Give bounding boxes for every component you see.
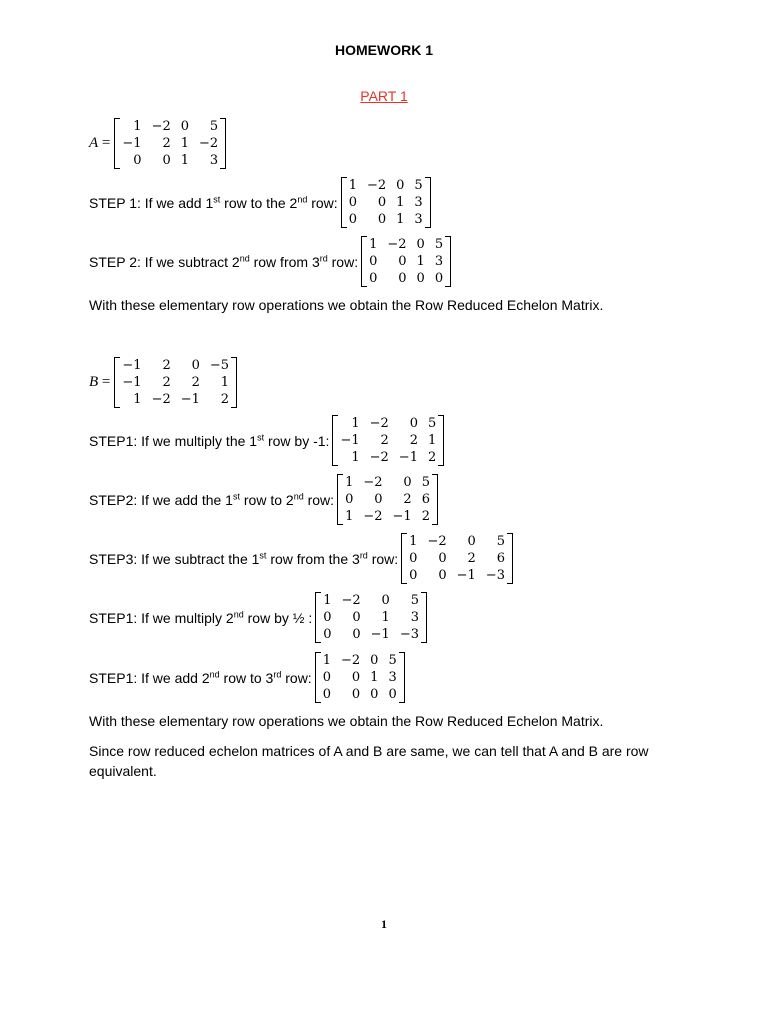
part-heading: PART 1 [360, 88, 408, 104]
matrix-cell: 2 [380, 433, 389, 448]
matrix-cell: 1 [351, 450, 360, 465]
matrix-cell: 0 [416, 271, 425, 286]
matrix-cell: −2 [363, 509, 383, 524]
matrix-cell: 1 [322, 653, 331, 668]
matrix-cell: −2 [340, 653, 361, 668]
matrix-right-bracket [421, 592, 427, 643]
conclusion-b: With these elementary row operations we obtain the Row Reduced Echelon Matrix. [89, 713, 604, 729]
matrix-cell: −1 [398, 450, 418, 465]
matrix-cell: −2 [199, 136, 219, 151]
step-b-5-text: STEP1: If we add 2nd row to 3rd row: [89, 668, 312, 686]
matrix-cell: 0 [323, 610, 332, 625]
matrix-cell: 2 [403, 492, 412, 507]
step-b-4-text: STEP1: If we multiply 2nd row by ½ : [89, 608, 313, 626]
matrix-cell: 1 [369, 237, 378, 252]
step-a-1-text: STEP 1: If we add 1st row to the 2nd row: [89, 193, 338, 211]
matrix-right-bracket [425, 177, 431, 228]
matrix-cell: 2 [220, 392, 230, 407]
matrix-cell: 0 [369, 254, 378, 269]
matrix-cell: −2 [151, 119, 171, 134]
matrix-cell: 2 [162, 136, 171, 151]
matrix-cell: 5 [421, 475, 430, 490]
matrix-cell: 1 [133, 119, 142, 134]
matrix-cell: −2 [369, 416, 389, 431]
matrix-cell: 1 [396, 195, 405, 210]
matrix-cell: 1 [133, 392, 142, 407]
matrix-cell: −2 [151, 392, 171, 407]
step-b-1 [89, 415, 444, 466]
step-b-1-matrix [332, 415, 444, 466]
matrix-cell: 0 [162, 153, 171, 168]
matrix-cell: −1 [122, 136, 142, 151]
matrix-cell: 0 [370, 653, 379, 668]
matrix-a-label: A = [89, 135, 111, 151]
step-b-2 [89, 474, 438, 525]
matrix-cell: 0 [348, 212, 357, 227]
matrix-b-label: B = [89, 374, 111, 390]
matrix-cell: −2 [387, 237, 407, 252]
matrix-cell: 0 [396, 178, 405, 193]
final-statement: Since row reduced echelon matrices of A and B are same, we can tell that A and B are row equivalent. [89, 743, 649, 779]
matrix-cell: 5 [496, 534, 505, 549]
matrix-cell: 3 [434, 254, 444, 269]
matrix-cell: 0 [416, 237, 425, 252]
matrix-cell: 1 [381, 610, 390, 625]
matrix-cell: −3 [485, 568, 505, 583]
matrix-cell: 6 [496, 551, 505, 566]
matrix-cell: 1 [345, 509, 354, 524]
matrix-cell: 0 [369, 271, 378, 286]
matrix-cell: 0 [133, 153, 142, 168]
matrix-cell: 1 [370, 670, 379, 685]
matrix-cell: 3 [410, 610, 419, 625]
matrix-right-bracket [445, 236, 451, 287]
matrix-cell: −1 [122, 375, 142, 390]
step-b-1-text: STEP1: If we multiply the 1st row by -1: [89, 431, 330, 449]
matrix-b [114, 357, 237, 408]
matrix-cell: 3 [414, 212, 423, 227]
matrix-cell: −2 [341, 593, 361, 608]
matrix-cell: 3 [388, 670, 397, 685]
step-b-2-text: STEP2: If we add the 1st row to 2nd row: [89, 490, 335, 508]
matrix-cell: 3 [209, 153, 219, 168]
matrix-cell: −2 [363, 475, 383, 490]
matrix-cell: 0 [403, 475, 412, 490]
matrix-cell: −1 [456, 568, 476, 583]
matrix-cell: 5 [414, 178, 423, 193]
step-a-2-text: STEP 2: If we subtract 2nd row from 3rd row: [89, 252, 359, 270]
matrix-cell: 0 [377, 212, 387, 227]
matrix-cell: 1 [416, 254, 425, 269]
matrix-cell: −1 [340, 433, 360, 448]
matrix-cell: −2 [369, 450, 389, 465]
matrix-cell: 0 [370, 687, 379, 702]
conclusion-a: With these elementary row operations we obtain the Row Reduced Echelon Matrix. [89, 297, 604, 313]
matrix-cell: −1 [392, 509, 412, 524]
matrix-cell: 0 [351, 687, 361, 702]
matrix-cell: 0 [438, 568, 447, 583]
step-a-2 [89, 236, 451, 287]
matrix-cell: 0 [323, 627, 332, 642]
step-b-5-matrix [315, 652, 405, 703]
matrix-cell: 0 [438, 551, 447, 566]
matrix-b-definition [89, 357, 237, 408]
matrix-cell: 0 [191, 358, 200, 373]
matrix-cell: 0 [398, 254, 407, 269]
matrix-a-definition [89, 118, 226, 169]
matrix-right-bracket [432, 474, 438, 525]
matrix-cell: 1 [427, 433, 437, 448]
matrix-cell: −2 [366, 178, 387, 193]
matrix-cell: 5 [209, 119, 219, 134]
matrix-cell: 6 [421, 492, 430, 507]
matrix-right-bracket [399, 652, 405, 703]
matrix-cell: 0 [351, 670, 361, 685]
matrix-cell: 2 [409, 433, 418, 448]
matrix-right-bracket [231, 357, 237, 408]
matrix-cell: 2 [421, 509, 430, 524]
matrix-cell: 0 [352, 610, 361, 625]
matrix-a [114, 118, 226, 169]
matrix-cell: 1 [409, 534, 418, 549]
matrix-cell: 0 [434, 271, 444, 286]
matrix-cell: 1 [348, 178, 357, 193]
matrix-cell: 0 [348, 195, 357, 210]
matrix-cell: 0 [374, 492, 383, 507]
matrix-cell: 3 [414, 195, 423, 210]
matrix-cell: 2 [427, 450, 437, 465]
step-b-4-matrix [315, 592, 427, 643]
document-title: HOMEWORK 1 [335, 42, 433, 58]
matrix-cell: 0 [180, 119, 190, 134]
matrix-cell: 1 [220, 375, 230, 390]
matrix-cell: 2 [162, 358, 171, 373]
page-number: 1 [381, 917, 387, 931]
matrix-cell: 0 [377, 195, 387, 210]
matrix-cell: −1 [370, 627, 390, 642]
matrix-cell: 0 [398, 271, 407, 286]
matrix-cell: 0 [345, 492, 354, 507]
step-b-3 [89, 533, 513, 584]
matrix-cell: 1 [323, 593, 332, 608]
matrix-cell: 2 [191, 375, 200, 390]
step-a-1 [89, 177, 431, 228]
matrix-cell: 0 [409, 551, 418, 566]
matrix-cell: 5 [434, 237, 444, 252]
matrix-cell: −5 [209, 358, 230, 373]
matrix-right-bracket [220, 118, 226, 169]
matrix-cell: 2 [467, 551, 476, 566]
step-b-5 [89, 652, 405, 703]
matrix-cell: 1 [180, 153, 190, 168]
step-a-2-matrix [361, 236, 451, 287]
matrix-cell: −3 [399, 627, 419, 642]
matrix-cell: 5 [410, 593, 419, 608]
matrix-cell: 5 [427, 416, 437, 431]
matrix-cell: −1 [122, 358, 142, 373]
matrix-cell: 0 [467, 534, 476, 549]
matrix-right-bracket [438, 415, 444, 466]
matrix-cell: 0 [322, 687, 331, 702]
matrix-cell: 0 [322, 670, 331, 685]
step-b-3-text: STEP3: If we subtract the 1st row from the 3rd row: [89, 549, 399, 567]
matrix-cell: 0 [409, 568, 418, 583]
step-a-1-matrix [341, 177, 431, 228]
matrix-cell: 5 [388, 653, 397, 668]
matrix-cell: −1 [180, 392, 200, 407]
matrix-cell: −2 [427, 534, 447, 549]
step-b-4 [89, 592, 427, 643]
matrix-cell: 0 [388, 687, 397, 702]
matrix-cell: 0 [381, 593, 390, 608]
matrix-cell: 0 [352, 627, 361, 642]
matrix-cell: 0 [409, 416, 418, 431]
matrix-cell: 1 [345, 475, 354, 490]
matrix-cell: 1 [396, 212, 405, 227]
matrix-cell: 2 [162, 375, 171, 390]
matrix-cell: 1 [180, 136, 190, 151]
matrix-cell: 1 [351, 416, 360, 431]
step-b-3-matrix [401, 533, 513, 584]
matrix-right-bracket [507, 533, 513, 584]
step-b-2-matrix [337, 474, 438, 525]
